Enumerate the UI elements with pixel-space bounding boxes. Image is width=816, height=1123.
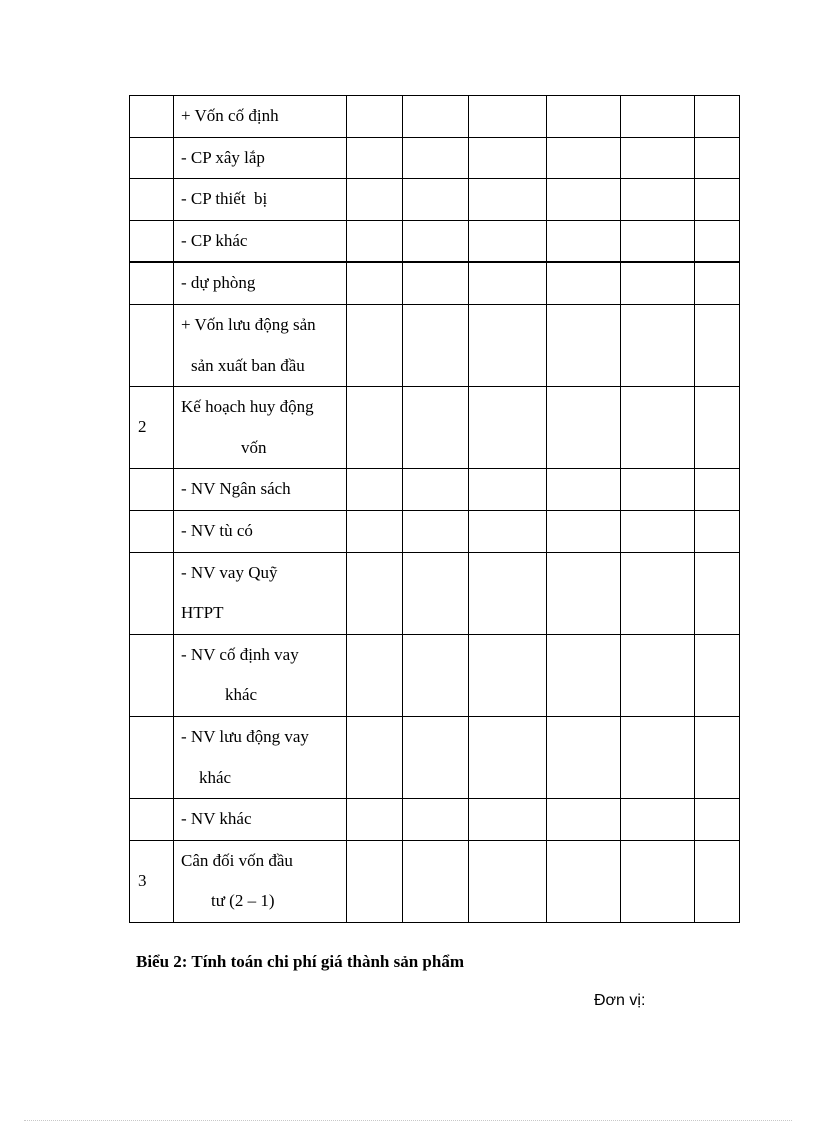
empty-cell bbox=[403, 840, 469, 922]
empty-cell bbox=[621, 634, 695, 716]
empty-cell bbox=[469, 510, 547, 552]
empty-cell bbox=[621, 799, 695, 841]
empty-cell bbox=[695, 304, 740, 386]
row-label-line: - NV Ngân sách bbox=[181, 479, 291, 499]
row-label bbox=[174, 510, 347, 552]
table-row bbox=[130, 96, 740, 138]
table-row bbox=[130, 304, 740, 386]
empty-cell bbox=[621, 262, 695, 304]
empty-cell bbox=[347, 552, 403, 634]
empty-cell bbox=[469, 220, 547, 262]
empty-cell bbox=[695, 220, 740, 262]
empty-cell bbox=[547, 716, 621, 798]
row-label-line: - NV cố định vay bbox=[181, 644, 299, 664]
row-label-line: - NV khác bbox=[181, 809, 252, 829]
empty-cell bbox=[469, 262, 547, 304]
capital-plan-table bbox=[129, 95, 740, 923]
table-row bbox=[130, 220, 740, 262]
row-number bbox=[130, 96, 174, 138]
empty-cell bbox=[547, 137, 621, 179]
empty-cell bbox=[621, 510, 695, 552]
table-row bbox=[130, 469, 740, 511]
table-row bbox=[130, 262, 740, 304]
empty-cell bbox=[403, 387, 469, 469]
empty-cell bbox=[347, 96, 403, 138]
empty-cell bbox=[695, 96, 740, 138]
row-number bbox=[130, 634, 174, 716]
empty-cell bbox=[347, 220, 403, 262]
empty-cell bbox=[347, 840, 403, 922]
table-row bbox=[130, 840, 740, 922]
empty-cell bbox=[621, 137, 695, 179]
empty-cell bbox=[695, 799, 740, 841]
row-label-line: Kế hoạch huy động bbox=[181, 397, 314, 417]
row-label-line: sản xuất ban đầu bbox=[191, 355, 305, 375]
empty-cell bbox=[547, 840, 621, 922]
row-label bbox=[174, 304, 347, 386]
row-number bbox=[130, 552, 174, 634]
empty-cell bbox=[347, 262, 403, 304]
row-number bbox=[130, 510, 174, 552]
row-label-line: khác bbox=[199, 767, 232, 787]
empty-cell bbox=[621, 179, 695, 221]
table-row bbox=[130, 387, 740, 469]
empty-cell bbox=[695, 840, 740, 922]
empty-cell bbox=[621, 220, 695, 262]
empty-cell bbox=[403, 304, 469, 386]
row-label bbox=[174, 840, 347, 922]
empty-cell bbox=[403, 510, 469, 552]
row-label-line: - NV tù có bbox=[181, 520, 253, 540]
row-label-line: vốn bbox=[241, 437, 267, 457]
unit-label: Đơn vị: bbox=[594, 992, 646, 1009]
table-row bbox=[130, 179, 740, 221]
row-label bbox=[174, 262, 347, 304]
empty-cell bbox=[621, 716, 695, 798]
empty-cell bbox=[403, 262, 469, 304]
empty-cell bbox=[403, 716, 469, 798]
row-number bbox=[130, 179, 174, 221]
empty-cell bbox=[621, 469, 695, 511]
empty-cell bbox=[469, 799, 547, 841]
empty-cell bbox=[347, 179, 403, 221]
row-label-line: HTPT bbox=[181, 603, 224, 623]
empty-cell bbox=[403, 552, 469, 634]
empty-cell bbox=[347, 510, 403, 552]
empty-cell bbox=[621, 96, 695, 138]
empty-cell bbox=[621, 552, 695, 634]
empty-cell bbox=[621, 840, 695, 922]
table-row bbox=[130, 137, 740, 179]
row-number bbox=[130, 220, 174, 262]
row-number bbox=[130, 799, 174, 841]
empty-cell bbox=[547, 469, 621, 511]
row-label bbox=[174, 634, 347, 716]
row-label bbox=[174, 137, 347, 179]
empty-cell bbox=[403, 137, 469, 179]
row-label-line: Cân đối vốn đầu bbox=[181, 850, 293, 870]
empty-cell bbox=[403, 799, 469, 841]
row-label bbox=[174, 220, 347, 262]
empty-cell bbox=[547, 220, 621, 262]
table-row bbox=[130, 716, 740, 798]
empty-cell bbox=[547, 552, 621, 634]
empty-cell bbox=[547, 799, 621, 841]
row-label-line: + Vốn lưu động sản bbox=[181, 314, 316, 334]
empty-cell bbox=[469, 137, 547, 179]
row-label-line: - CP xây lắp bbox=[181, 147, 265, 167]
empty-cell bbox=[469, 634, 547, 716]
empty-cell bbox=[695, 716, 740, 798]
row-label-line: tư (2 – 1) bbox=[211, 891, 275, 911]
empty-cell bbox=[469, 96, 547, 138]
empty-cell bbox=[469, 469, 547, 511]
row-number: 3 bbox=[130, 840, 174, 922]
empty-cell bbox=[695, 387, 740, 469]
table-row bbox=[130, 799, 740, 841]
empty-cell bbox=[347, 799, 403, 841]
empty-cell bbox=[547, 262, 621, 304]
empty-cell bbox=[621, 304, 695, 386]
empty-cell bbox=[695, 179, 740, 221]
empty-cell bbox=[347, 387, 403, 469]
table-caption: Biểu 2: Tính toán chi phí giá thành sản phẩm bbox=[136, 952, 464, 971]
row-label-line: - NV vay Quỹ bbox=[181, 562, 278, 582]
row-number bbox=[130, 716, 174, 798]
empty-cell bbox=[403, 220, 469, 262]
empty-cell bbox=[695, 552, 740, 634]
empty-cell bbox=[347, 304, 403, 386]
row-label-line: - CP khác bbox=[181, 230, 248, 250]
empty-cell bbox=[347, 137, 403, 179]
empty-cell bbox=[347, 716, 403, 798]
empty-cell bbox=[347, 469, 403, 511]
empty-cell bbox=[547, 510, 621, 552]
row-label bbox=[174, 96, 347, 138]
empty-cell bbox=[347, 634, 403, 716]
row-label bbox=[174, 179, 347, 221]
empty-cell bbox=[469, 179, 547, 221]
empty-cell bbox=[469, 387, 547, 469]
empty-cell bbox=[547, 179, 621, 221]
empty-cell bbox=[403, 179, 469, 221]
row-label-line: - dự phòng bbox=[181, 273, 256, 293]
row-number: 2 bbox=[130, 387, 174, 469]
empty-cell bbox=[695, 137, 740, 179]
empty-cell bbox=[469, 552, 547, 634]
row-label bbox=[174, 469, 347, 511]
empty-cell bbox=[547, 96, 621, 138]
table-row bbox=[130, 510, 740, 552]
empty-cell bbox=[469, 304, 547, 386]
empty-cell bbox=[547, 304, 621, 386]
row-label bbox=[174, 552, 347, 634]
empty-cell bbox=[695, 469, 740, 511]
row-label-line: + Vốn cố định bbox=[181, 106, 279, 125]
empty-cell bbox=[695, 262, 740, 304]
row-label bbox=[174, 716, 347, 798]
row-number bbox=[130, 262, 174, 304]
empty-cell bbox=[403, 469, 469, 511]
row-label-line: khác bbox=[225, 685, 258, 705]
empty-cell bbox=[621, 387, 695, 469]
table-row bbox=[130, 634, 740, 716]
row-label-line: - CP thiết bị bbox=[181, 189, 268, 209]
empty-cell bbox=[403, 634, 469, 716]
empty-cell bbox=[695, 510, 740, 552]
empty-cell bbox=[547, 634, 621, 716]
row-number bbox=[130, 469, 174, 511]
table-row bbox=[130, 552, 740, 634]
row-number bbox=[130, 137, 174, 179]
row-label bbox=[174, 387, 347, 469]
empty-cell bbox=[469, 840, 547, 922]
page-bottom-border bbox=[24, 1120, 792, 1121]
row-label bbox=[174, 799, 347, 841]
row-label-line: - NV lưu động vay bbox=[181, 726, 309, 746]
empty-cell bbox=[695, 634, 740, 716]
empty-cell bbox=[469, 716, 547, 798]
empty-cell bbox=[403, 96, 469, 138]
empty-cell bbox=[547, 387, 621, 469]
row-number bbox=[130, 304, 174, 386]
